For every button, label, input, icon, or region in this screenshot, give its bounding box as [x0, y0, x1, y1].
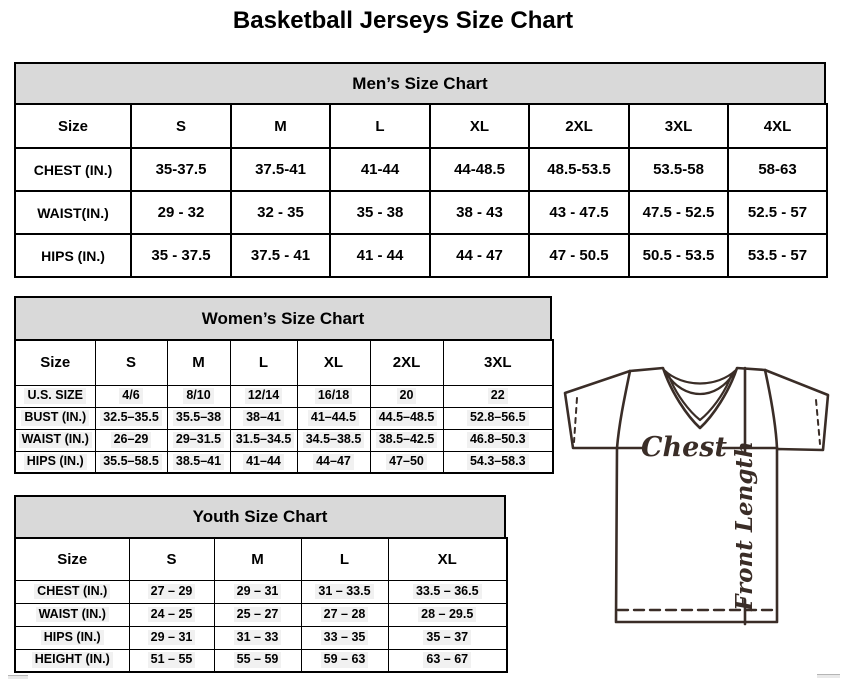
chest-label: Chest: [641, 432, 727, 463]
cell: 37.5-41: [231, 148, 330, 191]
cell: 44.5–48.5: [370, 407, 443, 429]
jersey-right-cuff-dashes: [816, 400, 820, 444]
mens-waist-row: [15, 191, 827, 234]
cell: 48.5-53.5: [529, 148, 629, 191]
youth-waist-row: [15, 603, 507, 626]
cell: 22: [443, 385, 553, 407]
jersey-measurement-diagram: [553, 358, 843, 668]
cell: 58-63: [728, 148, 827, 191]
cell: 50.5 - 53.5: [629, 234, 728, 277]
cell: 34.5–38.5: [297, 429, 370, 451]
mens-chart-title: Men’s Size Chart: [14, 62, 826, 103]
mens-size-chart: [14, 62, 826, 278]
youth-height-row: [15, 649, 507, 672]
mens-hips-label: HIPS (IN.): [15, 234, 131, 277]
page-title: Basketball Jerseys Size Chart: [232, 7, 574, 34]
cell: 31 – 33.5: [301, 580, 388, 603]
youth-col-s: S: [129, 538, 214, 580]
jersey-collar-arc-outer: [664, 370, 736, 384]
womens-ussize-row: [15, 385, 553, 407]
cell: 31 – 33: [214, 626, 301, 649]
youth-col-m: M: [214, 538, 301, 580]
youth-header-row: [15, 538, 507, 580]
mens-col-l: L: [330, 104, 430, 148]
cell: 54.3–58.3: [443, 451, 553, 473]
cell: 46.8–50.3: [443, 429, 553, 451]
womens-corner-cell: Size: [15, 340, 95, 385]
cell: 35-37.5: [131, 148, 231, 191]
womens-size-chart: [14, 296, 552, 474]
cell: 35 - 38: [330, 191, 430, 234]
cell: 52.5 - 57: [728, 191, 827, 234]
cell: 26–29: [95, 429, 167, 451]
jersey-right-seam: [765, 370, 777, 448]
youth-size-chart: [14, 495, 506, 673]
womens-waist-label: WAIST (IN.): [15, 429, 95, 451]
cell: 12/14: [230, 385, 297, 407]
mens-col-4xl: 4XL: [728, 104, 827, 148]
cell: 31.5–34.5: [230, 429, 297, 451]
cell: 47–50: [370, 451, 443, 473]
cell: 32 - 35: [231, 191, 330, 234]
cell: 35 - 37.5: [131, 234, 231, 277]
womens-col-l: L: [230, 340, 297, 385]
womens-col-3xl: 3XL: [443, 340, 553, 385]
youth-col-xl: XL: [388, 538, 507, 580]
jersey-left-cuff-dashes: [574, 398, 577, 442]
cell: 38.5–42.5: [370, 429, 443, 451]
mens-col-3xl: 3XL: [629, 104, 728, 148]
womens-header-row: [15, 340, 553, 385]
cell: 33.5 – 36.5: [388, 580, 507, 603]
youth-corner-cell: Size: [15, 538, 129, 580]
womens-hips-row: [15, 451, 553, 473]
cell: 29–31.5: [167, 429, 230, 451]
cell: 28 – 29.5: [388, 603, 507, 626]
womens-ussize-label: U.S. SIZE: [15, 385, 95, 407]
mens-col-2xl: 2XL: [529, 104, 629, 148]
mens-table: [14, 103, 828, 278]
cell: 8/10: [167, 385, 230, 407]
womens-bust-label: BUST (IN.): [15, 407, 95, 429]
womens-col-xl: XL: [297, 340, 370, 385]
cell: 63 – 67: [388, 649, 507, 672]
cell: 20: [370, 385, 443, 407]
cell: 32.5–35.5: [95, 407, 167, 429]
cell: 43 - 47.5: [529, 191, 629, 234]
cell: 55 – 59: [214, 649, 301, 672]
youth-chest-row: [15, 580, 507, 603]
cell: 53.5-58: [629, 148, 728, 191]
womens-col-s: S: [95, 340, 167, 385]
youth-chart-title: Youth Size Chart: [14, 495, 506, 537]
youth-hips-label: HIPS (IN.): [15, 626, 129, 649]
cell: 29 – 31: [214, 580, 301, 603]
mens-col-xl: XL: [430, 104, 529, 148]
front-length-label: Front Length: [731, 441, 758, 611]
cell: 29 - 32: [131, 191, 231, 234]
jersey-left-seam: [617, 371, 630, 448]
cell: 35.5–38: [167, 407, 230, 429]
mens-corner-cell: Size: [15, 104, 131, 148]
womens-col-m: M: [167, 340, 230, 385]
youth-hips-row: [15, 626, 507, 649]
womens-chart-title: Women’s Size Chart: [14, 296, 552, 339]
youth-waist-label: WAIST (IN.): [15, 603, 129, 626]
cell: 35 – 37: [388, 626, 507, 649]
mens-hips-row: [15, 234, 827, 277]
cell: 38.5–41: [167, 451, 230, 473]
cell: 51 – 55: [129, 649, 214, 672]
cell: 27 – 29: [129, 580, 214, 603]
mens-header-row: [15, 104, 827, 148]
womens-col-2xl: 2XL: [370, 340, 443, 385]
youth-col-l: L: [301, 538, 388, 580]
mens-chest-row: [15, 148, 827, 191]
cell: 27 – 28: [301, 603, 388, 626]
cell: 37.5 - 41: [231, 234, 330, 277]
womens-waist-row: [15, 429, 553, 451]
womens-hips-label: HIPS (IN.): [15, 451, 95, 473]
womens-bust-row: [15, 407, 553, 429]
cell: 25 – 27: [214, 603, 301, 626]
cell: 41 - 44: [330, 234, 430, 277]
cell: 52.8–56.5: [443, 407, 553, 429]
cell: 24 – 25: [129, 603, 214, 626]
mens-col-s: S: [131, 104, 231, 148]
youth-chest-label: CHEST (IN.): [15, 580, 129, 603]
cell: 16/18: [297, 385, 370, 407]
cell: 4/6: [95, 385, 167, 407]
cell: 47.5 - 52.5: [629, 191, 728, 234]
cell: 41–44.5: [297, 407, 370, 429]
cell: 29 – 31: [129, 626, 214, 649]
cell: 41-44: [330, 148, 430, 191]
cell: 59 – 63: [301, 649, 388, 672]
cropped-artifact-right: [817, 674, 840, 678]
youth-table: [14, 537, 508, 673]
youth-height-label: HEIGHT (IN.): [15, 649, 129, 672]
cell: 53.5 - 57: [728, 234, 827, 277]
womens-table: [14, 339, 554, 474]
cell: 41–44: [230, 451, 297, 473]
mens-waist-label: WAIST(IN.): [15, 191, 131, 234]
mens-chest-label: CHEST (IN.): [15, 148, 131, 191]
cell: 44–47: [297, 451, 370, 473]
cell: 44 - 47: [430, 234, 529, 277]
cell: 44-48.5: [430, 148, 529, 191]
cell: 33 – 35: [301, 626, 388, 649]
cell: 38 - 43: [430, 191, 529, 234]
cell: 38–41: [230, 407, 297, 429]
cell: 35.5–58.5: [95, 451, 167, 473]
jersey-illustration: [553, 358, 843, 668]
cell: 47 - 50.5: [529, 234, 629, 277]
jersey-outline: [565, 368, 828, 622]
mens-col-m: M: [231, 104, 330, 148]
cropped-artifact-left: [8, 675, 28, 679]
